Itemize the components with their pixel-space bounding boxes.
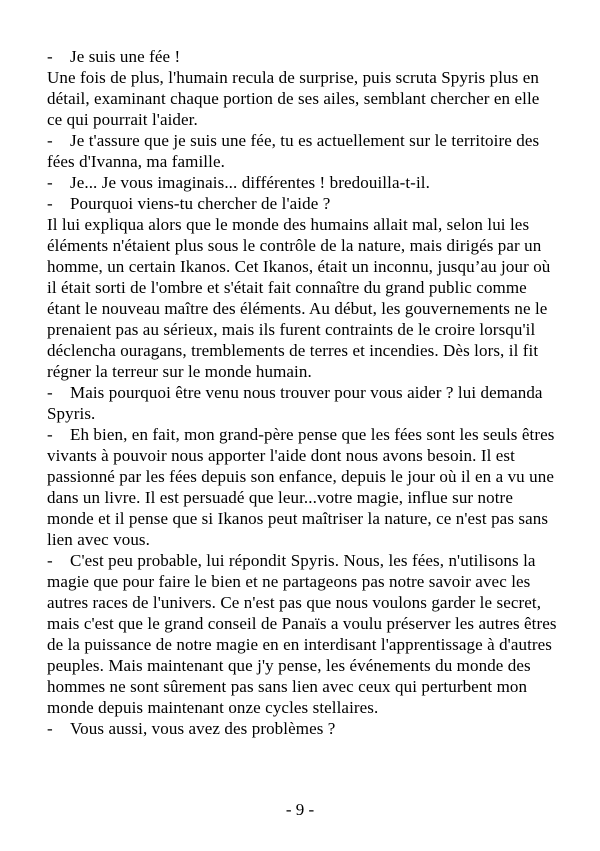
dialogue-paragraph [47,424,559,550]
dialogue-dash: - [47,551,53,570]
dialogue-text: C'est peu probable, lui répondit Spyris. Nous, les fées, n'utilisons la magie que pour faire le bien et ne partageons pas notre savoir avec les autres races de l'univers. Ce n'est pas que nous voulons garder le secret, mais c'est que le grand conseil de Panaïs a voulu préserver les autres êtres de la puissance de notre magie en en interdisant l'apprentissage à d'autres peuples. Mais maintenant que j'y pense, les événements du monde des hommes ne sont sûrement pas sans lien avec ceux qui perturbent mon monde depuis maintenant onze cycles stellaires. [47,551,557,717]
dialogue-text: Je... Je vous imaginais... différentes ! bredouilla-t-il. [70,173,430,192]
dialogue-text: Mais pourquoi être venu nous trouver pour vous aider ? lui demanda Spyris. [47,383,543,423]
dialogue-text: Vous aussi, vous avez des problèmes ? [70,719,336,738]
narration-paragraph: Il lui expliqua alors que le monde des humains allait mal, selon lui les éléments n'étaient plus sous le contrôle de la nature, mais dirigés par un homme, un certain Ikanos. Cet Ikanos, était un inconnu, jusqu’au jour où il était sorti de l'ombre et s'était fait connaître du grand public comme étant le nouveau maître des éléments. Au début, les gouvernements ne le prenaient pas au sérieux, mais ils furent contraints de le croire lorsqu'il déclencha ouragans, tremblements de terres et incendies. Dès lors, il fit régner la terreur sur le monde humain. [47,215,551,381]
dialogue-paragraph [47,550,559,718]
dialogue-paragraph [47,718,559,739]
dialogue-dash: - [47,719,53,738]
dialogue-text: Pourquoi viens-tu chercher de l'aide ? [70,194,331,213]
dialogue-text: Je suis une fée ! [70,47,181,66]
page-number: - 9 - [285,800,315,819]
dialogue-text: Je t'assure que je suis une fée, tu es actuellement sur le territoire des fées d'Ivanna, ma famille. [47,131,540,171]
dialogue-paragraph [47,382,559,424]
dialogue-paragraph [47,46,559,67]
dialogue-dash: - [47,425,53,444]
dialogue-dash: - [47,383,53,402]
dialogue-paragraph [47,193,559,214]
page-text [47,46,559,739]
dialogue-paragraph [47,172,559,193]
dialogue-paragraph [47,130,559,172]
dialogue-dash: - [47,194,53,213]
narration-paragraph: Une fois de plus, l'humain recula de surprise, puis scruta Spyris plus en détail, examinant chaque portion de ses ailes, semblant chercher en elle ce qui pourrait l'aider. [47,68,540,129]
dialogue-dash: - [47,131,53,150]
dialogue-text: Eh bien, en fait, mon grand-père pense que les fées sont les seuls êtres vivants à pouvoir nous apporter l'aide dont nous avons besoin. Il est passionné par les fées depuis son enfance, depuis le jour où il en a vu une dans un livre. Il est persuadé que leur...votre magie, influe sur notre monde et il pense que si Ikanos peut maîtriser la nature, ce n'est pas sans lien avec vous. [47,425,555,549]
dialogue-dash: - [47,47,53,66]
dialogue-dash: - [47,173,53,192]
